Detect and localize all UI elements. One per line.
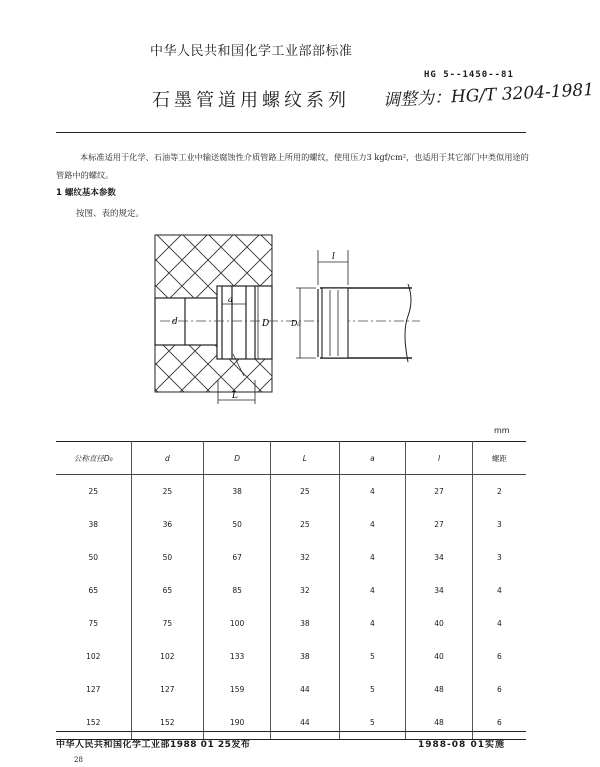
cell: 25 [271,508,340,541]
effective-date: 1988-08 01实施 [418,740,505,750]
cell: 6 [472,706,526,740]
table-header-row [56,442,526,475]
cell: 159 [204,673,271,706]
cell: 152 [56,706,131,740]
cell: 25 [131,475,204,509]
cell: 3 [472,508,526,541]
cell: 5 [339,673,406,706]
col-l: l [406,442,473,475]
cell: 2 [472,475,526,509]
cell: 32 [271,541,340,574]
cell: 44 [271,673,340,706]
cell: 48 [406,706,473,740]
pipe-end [318,284,412,362]
standard-name: 中华人民共和国化学工业部部标准 [150,44,353,59]
label-a: a [228,295,233,304]
cell: 50 [204,508,271,541]
cell: 75 [131,607,204,640]
cell: 40 [406,640,473,673]
label-D0: D₀ [291,319,301,328]
col-L: L [271,442,340,475]
issue-info: 中华人民共和国化学工业部1988 01 25发布 [56,740,251,750]
cell: 5 [339,706,406,740]
cell: 5 [339,640,406,673]
cell: 152 [131,706,204,740]
table-row [56,640,526,673]
cell: 3 [472,541,526,574]
table-row [56,475,526,509]
cell: 48 [406,673,473,706]
cell: 50 [88,553,99,562]
cell: 27 [406,475,473,509]
handwritten-note: 调整为：HG/T 3204-1981 [382,79,595,111]
cell: 38 [271,607,340,640]
table-row [56,574,526,607]
cell: 190 [204,706,271,740]
cell: 65 [131,574,204,607]
cell: 65 [88,586,99,595]
cell: 36 [131,508,204,541]
label-L: L [232,391,238,401]
footer-rule [56,731,526,732]
cell: 32 [271,574,340,607]
cell: 44 [271,706,340,740]
cell: 25 [88,487,99,496]
cell: 4 [339,607,406,640]
cell: 25 [271,475,340,509]
cell: 40 [406,607,473,640]
cell: 38 [271,640,340,673]
cell: 75 [88,619,99,628]
cell: 6 [472,640,526,673]
cell: 34 [406,574,473,607]
table-row [56,607,526,640]
cell: 4 [472,574,526,607]
cell: 85 [204,574,271,607]
col-pitch: 螺距 [472,442,526,475]
cell: 127 [131,673,204,706]
unit-label: mm [494,426,510,435]
intro-paragraph: 本标准适用于化学、石油等工业中输送腐蚀性介质管路上所用的螺纹，使用压力3 kgf/cm²，也适用于其它部门中类似用途的管路中的螺纹。 [56,152,529,180]
cell: 38 [204,475,271,509]
cell: 102 [86,652,101,661]
page-number: 28 [74,756,83,764]
label-l: l [332,252,335,262]
col-d: d [131,442,204,475]
col-a: a [339,442,406,475]
cell: 4 [339,475,406,509]
table-row [56,673,526,706]
cell: 4 [339,541,406,574]
cell: 27 [406,508,473,541]
cell: 67 [204,541,271,574]
section-text: 按图、表的规定。 [76,209,145,219]
section-heading: 1 螺纹基本参数 [56,188,116,198]
thread-parameter-table [56,441,526,740]
table-row [56,706,526,740]
cell: 34 [406,541,473,574]
col-D: D [204,442,271,475]
cell: 50 [131,541,204,574]
cell: 127 [86,685,101,694]
cell: 4 [339,508,406,541]
document-title: 石墨管道用螺纹系列 [152,90,350,111]
cell: 4 [472,607,526,640]
cell: 133 [204,640,271,673]
cell: 100 [204,607,271,640]
table-row [56,541,526,574]
cell: 38 [88,520,99,529]
col-nominal-diameter: 公称直径D₀ [56,442,131,475]
label-d: d [172,317,178,327]
standard-code: HG 5--1450--81 [424,70,514,80]
cell: 102 [131,640,204,673]
label-D: D [262,319,270,329]
table-row [56,508,526,541]
cell: 6 [472,673,526,706]
cell: 4 [339,574,406,607]
